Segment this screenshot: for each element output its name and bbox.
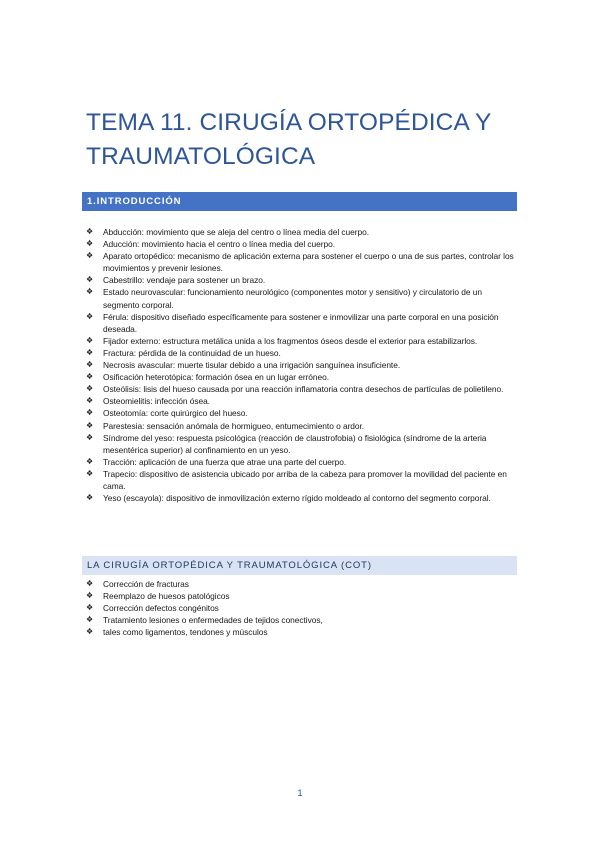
definition-item-text: Síndrome del yeso: respuesta psicológica (reacción de claustrofobia) o fisiológica (síndrome de la arteria mesentérica superior) al confinamiento en un yeso. xyxy=(103,432,487,455)
definition-item-text: Parestesia: sensación anómala de hormigueo, entumecimiento o ardor. xyxy=(103,420,365,431)
diamond-bullet-icon: ❖ xyxy=(86,251,94,261)
page-title: TEMA 11. CIRUGÍA ORTOPÉDICA Y TRAUMATOLÓGICA xyxy=(86,109,492,170)
definition-item xyxy=(86,347,516,359)
cot-item xyxy=(86,602,516,614)
definition-item-text: Aparato ortopédico: mecanismo de aplicación externa para sostener el cuerpo o una de sus partes, controlar los movimientos y prevenir lesiones. xyxy=(103,251,514,274)
definition-item xyxy=(86,226,516,238)
definition-item xyxy=(86,371,516,383)
diamond-bullet-icon: ❖ xyxy=(86,627,94,637)
definition-item xyxy=(86,407,516,419)
definition-item xyxy=(86,238,516,250)
definition-item-text: Tracción: aplicación de una fuerza que atrae una parte del cuerpo. xyxy=(103,456,347,467)
cot-item xyxy=(86,626,516,638)
diamond-bullet-icon: ❖ xyxy=(86,615,94,625)
cot-item-text: Reemplazo de huesos patológicos xyxy=(103,591,230,602)
diamond-bullet-icon: ❖ xyxy=(86,408,94,418)
definition-item xyxy=(86,468,516,492)
definition-item-text: Aducción: movimiento hacia el centro o línea media del cuerpo. xyxy=(103,239,335,250)
definition-item xyxy=(86,359,516,371)
definition-item-text: Osteotomía: corte quirúrgico del hueso. xyxy=(103,408,248,419)
definition-item-text: Necrosis avascular: muerte tisular debido a una irrigación sanguínea insuficiente. xyxy=(103,360,401,371)
section-heading-introduccion: 1.INTRODUCCIÓN xyxy=(82,192,517,211)
cot-item xyxy=(86,578,516,590)
diamond-bullet-icon: ❖ xyxy=(86,384,94,394)
diamond-bullet-icon: ❖ xyxy=(86,372,94,382)
definitions-list xyxy=(86,226,516,504)
diamond-bullet-icon: ❖ xyxy=(86,493,94,503)
diamond-bullet-icon: ❖ xyxy=(86,432,94,442)
definition-item xyxy=(86,395,516,407)
definition-item-text: Cabestrillo: vendaje para sostener un brazo. xyxy=(103,275,266,286)
cot-list xyxy=(86,578,516,638)
definition-item xyxy=(86,250,516,274)
definition-item xyxy=(86,311,516,335)
definition-item-text: Abducción: movimiento que se aleja del centro o línea media del cuerpo. xyxy=(103,227,370,237)
cot-item xyxy=(86,614,516,626)
cot-item-text: Corrección de fracturas xyxy=(103,579,189,589)
cot-item-text: Corrección defectos congénitos xyxy=(103,603,219,614)
cot-item-text: tales como ligamentos, tendones y músculos xyxy=(103,627,268,638)
definition-item xyxy=(86,420,516,432)
definition-item-text: Trapecio: dispositivo de asistencia ubicado por arriba de la cabeza para promover la movilidad del paciente en cama. xyxy=(103,468,507,491)
diamond-bullet-icon: ❖ xyxy=(86,396,94,406)
definition-item-text: Fijador externo: estructura metálica unida a los fragmentos óseos desde el exterior para estabilizarlos. xyxy=(103,335,478,346)
definition-item xyxy=(86,286,516,310)
definition-item xyxy=(86,432,516,456)
diamond-bullet-icon: ❖ xyxy=(86,287,94,297)
diamond-bullet-icon: ❖ xyxy=(86,468,94,478)
diamond-bullet-icon: ❖ xyxy=(86,311,94,321)
definition-item-text: Osteólisis: lisis del hueso causada por una reacción inflamatoria contra desechos de partículas de polietileno. xyxy=(103,384,504,395)
page-number: 1 xyxy=(297,788,303,799)
definition-item xyxy=(86,456,516,468)
diamond-bullet-icon: ❖ xyxy=(86,239,94,249)
diamond-bullet-icon: ❖ xyxy=(86,275,94,285)
diamond-bullet-icon: ❖ xyxy=(86,360,94,370)
definition-item xyxy=(86,274,516,286)
definition-item-text: Férula: dispositivo diseñado específicamente para sostener e inmovilizar una parte corporal en una posición deseada. xyxy=(103,311,499,334)
definition-item xyxy=(86,335,516,347)
definition-item-text: Osteomielitis: infección ósea. xyxy=(103,396,210,407)
definition-item-text: Fractura: pérdida de la continuidad de un hueso. xyxy=(103,347,281,358)
definition-item-text: Estado neurovascular: funcionamiento neurológico (componentes motor y sensitivo) y circulatorio de un segmento corporal. xyxy=(103,287,483,310)
diamond-bullet-icon: ❖ xyxy=(86,335,94,345)
cot-item-text: Tratamiento lesiones o enfermedades de tejidos conectivos, xyxy=(103,615,323,626)
diamond-bullet-icon: ❖ xyxy=(86,456,94,466)
section-heading-cot: LA CIRUGÍA ORTOPÉDICA Y TRAUMATOLÓGICA (COT) xyxy=(82,556,517,575)
cot-item xyxy=(86,590,516,602)
diamond-bullet-icon: ❖ xyxy=(86,591,94,601)
diamond-bullet-icon: ❖ xyxy=(86,579,94,588)
definition-item xyxy=(86,492,516,504)
diamond-bullet-icon: ❖ xyxy=(86,227,94,236)
diamond-bullet-icon: ❖ xyxy=(86,347,94,357)
definition-item xyxy=(86,383,516,395)
definition-item-text: Yeso (escayola): dispositivo de inmovilización externo rígido moldeado al contorno del segmento corporal. xyxy=(103,493,491,504)
definition-item-text: Osificación heterotópica: formación ósea en un lugar erróneo. xyxy=(103,372,329,383)
diamond-bullet-icon: ❖ xyxy=(86,603,94,613)
diamond-bullet-icon: ❖ xyxy=(86,420,94,430)
